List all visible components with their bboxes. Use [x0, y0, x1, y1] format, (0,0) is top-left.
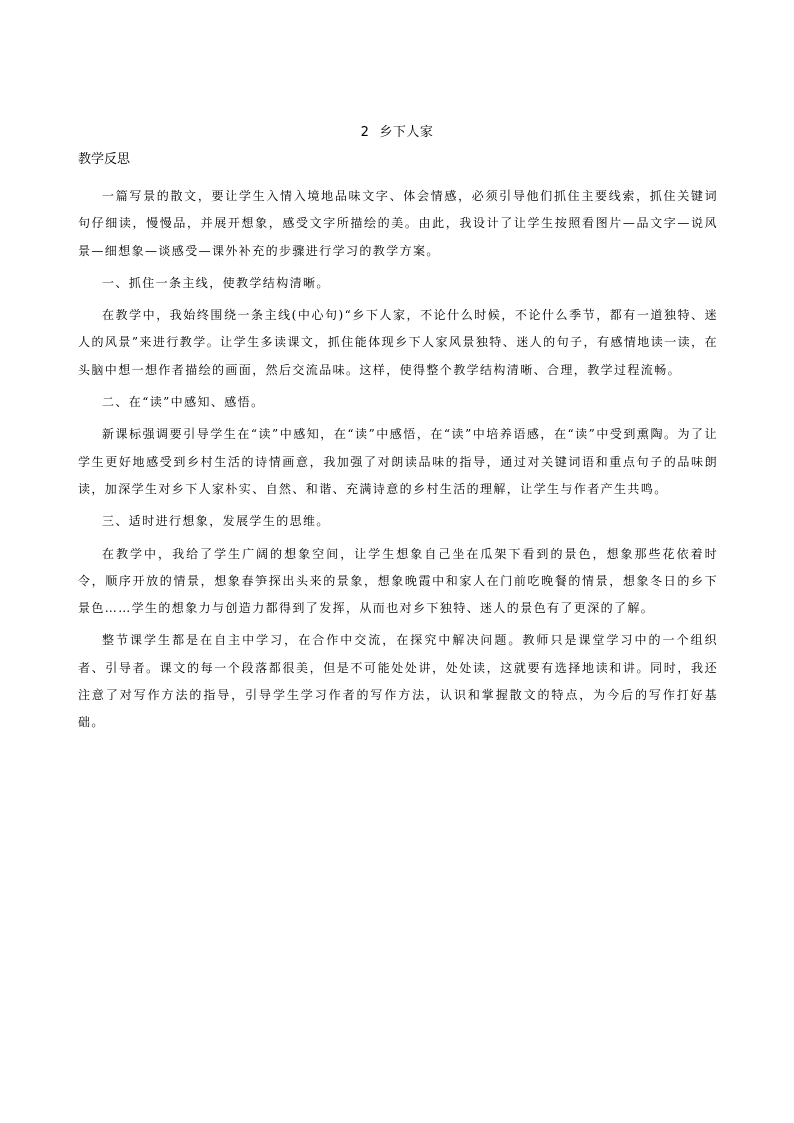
- section-heading: 教学反思: [78, 152, 131, 167]
- paragraph-point-3-body: 在教学中，我给了学生广阔的想象空间，让学生想象自己坐在瓜架下看到的景色，想象那些花依着时令，顺序开放的情景，想象春笋探出头来的景象，想象晚霞中和家人在门前吃晚餐的情景，想象冬日的乡下景色……学生的想象力与创造力都得到了发挥，从而也对乡下独特、迷人的景色有了更深的了解。: [78, 546, 718, 616]
- paragraph-point-2-heading: 二、在“读”中感知、感悟。: [102, 395, 265, 410]
- paragraph-conclusion: 整节课学生都是在自主中学习，在合作中交流，在探究中解决问题。教师只是课堂学习中的一个组织者、引导者。课文的每一个段落都很美，但是不可能处处讲，处处读，这就要有选择地读和讲。同时，我还注意了对写作方法的指导，引导学生学习作者的写作方法，认识和掌握散文的特点，为今后的写作打好基础。: [78, 633, 718, 730]
- paragraph-point-3-heading: 三、适时进行想象，发展学生的思维。: [102, 514, 330, 529]
- document-body: [78, 183, 718, 742]
- title-text: 乡下人家: [379, 125, 434, 140]
- paragraph-intro: 一篇写景的散文，要让学生入情入境地品味文字、体会情感，必须引导他们抓住主要线索，抓住关键词句仔细读，慢慢品，并展开想象，感受文字所描绘的美。由此，我设计了让学生按照看图片—品文字—说风景—细想象—谈感受—课外补充的步骤进行学习的教学方案。: [78, 189, 718, 258]
- paragraph-point-1-heading: 一、抓住一条主线，使教学结构清晰。: [102, 275, 330, 290]
- title-number: 2: [360, 125, 370, 140]
- page-title: [0, 124, 794, 142]
- paragraph-point-2-body: 新课标强调要引导学生在“读”中感知，在“读”中感悟，在“读”中培养语感，在“读”中受到熏陶。为了让学生更好地感受到乡村生活的诗情画意，我加强了对朗读品味的指导，通过对关键词语和重点句子的品味朗读，加深学生对乡下人家朴实、自然、和谐、充满诗意的乡村生活的理解，让学生与作者产生共鸣。: [78, 427, 718, 496]
- paragraph-point-1-body: 在教学中，我始终围绕一条主线(中心句)“乡下人家，不论什么时候，不论什么季节，都有一道独特、迷人的风景”来进行教学。让学生多读课文，抓住能体现乡下人家风景独特、迷人的句子，有感情地读一读，在头脑中想一想作者描绘的画面，然后交流品味。这样，使得整个教学结构清晰、合理，教学过程流畅。: [78, 308, 718, 377]
